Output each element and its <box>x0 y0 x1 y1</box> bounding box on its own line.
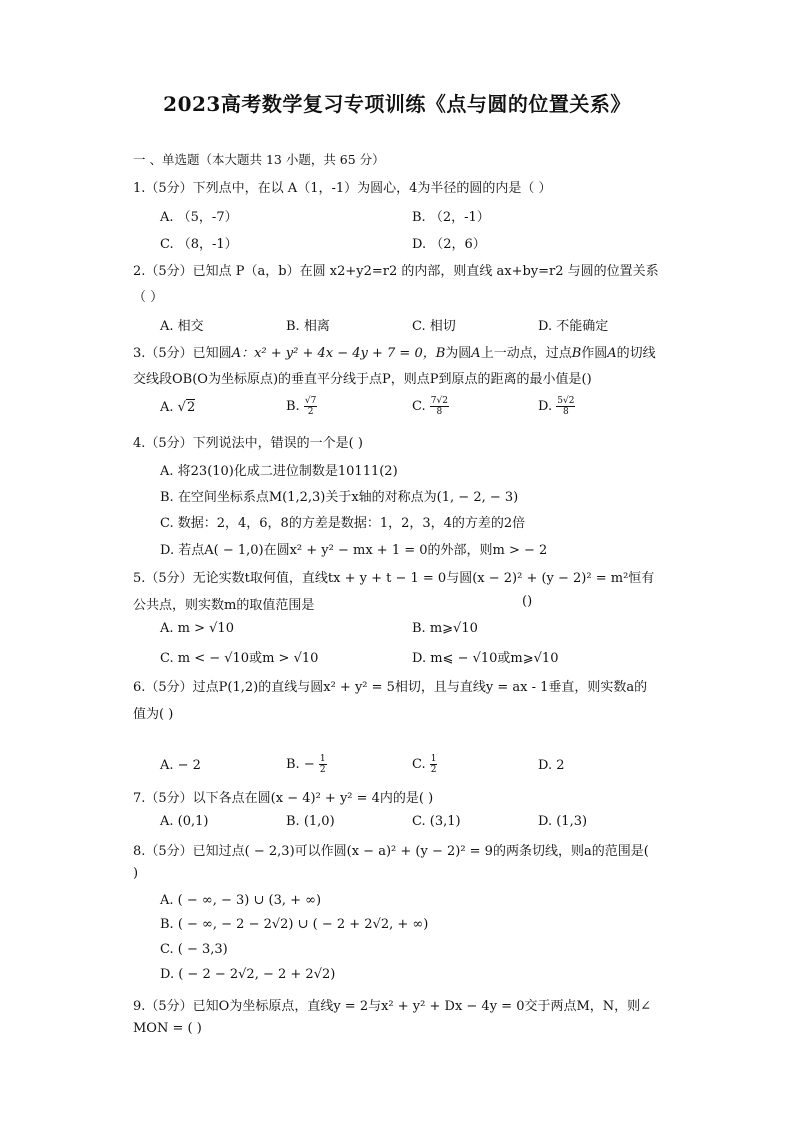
q3-option-b-numerator: √7 <box>304 396 317 406</box>
q6-option-a: A. − 2 <box>160 758 201 773</box>
q3-var-a2: A <box>607 346 617 361</box>
q3-option-a-value: 2 <box>186 400 196 415</box>
q3-option-c-fraction <box>430 396 449 417</box>
q7-option-c: C. (3,1) <box>412 814 461 829</box>
q2-option-a: A. 相交 <box>160 319 204 334</box>
q3-option-d-label: D. <box>538 399 557 414</box>
question-1-stem: 1.（5分）下列点中，在以 A（1，-1）为圆心，4为半径的圆的内是（ ） <box>133 181 552 196</box>
q3-option-a-label: A. <box>160 400 178 415</box>
section-heading: 一 、单选题（本大题共 13 小题，共 65 分） <box>133 152 385 167</box>
q5-answer-paren: () <box>522 594 533 609</box>
q1-option-a: A. （5，-7） <box>160 210 238 225</box>
q8-option-c: C. ( − 3,3) <box>160 942 228 957</box>
q1-option-b: B. （2，-1） <box>412 210 490 225</box>
question-9-stem: 9.（5分）已知O为坐标原点，直线y = 2与x² + y² + Dx − 4y = 0交于两点M，N，则∠ <box>133 999 652 1014</box>
q6-option-c-label: C. <box>412 757 430 772</box>
q3-stem-post: 上一动点，过点 <box>480 346 572 361</box>
q4-option-d: D. 若点A( − 1,0)在圆x² + y² − mx + 1 = 0的外部，则m > − 2 <box>160 543 548 558</box>
q5-option-b: B. m⩾√10 <box>412 621 478 636</box>
page-title: 2023高考数学复习专项训练《点与圆的位置关系》 <box>163 92 631 116</box>
q3-stem-post3: 的切线 <box>616 346 656 361</box>
q3-option-c-label: C. <box>412 399 430 414</box>
q5-option-d: D. m⩽ − √10或m⩾√10 <box>412 651 559 666</box>
q3-option-d-denominator: 8 <box>562 407 569 417</box>
q6-option-b-fraction <box>319 754 327 775</box>
q3-option-d-fraction <box>556 396 575 417</box>
question-7-stem: 7.（5分）以下各点在圆(x − 4)² + y² = 4内的是( ) <box>133 791 434 806</box>
q2-option-b: B. 相离 <box>286 319 330 334</box>
q3-option-c-numerator: 7√2 <box>430 396 448 406</box>
question-5-stem-cont: 公共点，则实数m的取值范围是 <box>133 598 315 613</box>
question-5-stem: 5.（5分）无论实数t取何值，直线tx + y + t − 1 = 0与圆(x − 2)² + (y − 2)² = m²恒有 <box>133 571 655 586</box>
question-8-stem: 8.（5分）已知过点( − 2,3)可以作圆(x − a)² + (y − 2)² = 9的两条切线，则a的范围是( <box>133 844 649 859</box>
q7-option-d: D. (1,3) <box>538 814 588 829</box>
q3-option-a-sqrt-sign: √ <box>177 400 186 415</box>
q3-var-a: A <box>471 346 481 361</box>
q3-option-d-numerator: 5√2 <box>557 396 575 406</box>
q3-option-b-fraction <box>304 396 317 417</box>
q3-option-b <box>286 396 317 417</box>
q2-option-d: D. 不能确定 <box>538 319 609 334</box>
q3-option-b-label: B. <box>286 399 304 414</box>
question-3-stem-cont: 交线段OB(O为坐标原点)的垂直平分线于点P，则点P到原点的距离的最小值是() <box>133 372 592 387</box>
q2-option-c: C. 相切 <box>412 319 456 334</box>
q3-option-b-denominator: 2 <box>307 407 314 417</box>
q3-circle-equation: A：x² + y² + 4x − 4y + 7 = 0，B <box>231 346 446 361</box>
question-9-stem-cont: MON = ( ) <box>133 1021 202 1036</box>
q3-option-c <box>412 396 449 417</box>
q8-option-b: B. ( − ∞, − 2 − 2√2) ∪ ( − 2 + 2√2, + ∞) <box>160 917 429 932</box>
q6-option-c-numerator: 1 <box>430 754 437 764</box>
q7-option-a: A. (0,1) <box>160 814 209 829</box>
q1-option-c: C. （8，-1） <box>160 237 238 252</box>
q5-option-c: C. m < − √10或m > √10 <box>160 651 319 666</box>
q6-option-c-denominator: 2 <box>430 765 437 775</box>
question-8-stem-cont: ) <box>133 866 139 881</box>
question-6-stem: 6.（5分）过点P(1,2)的直线与圆x² + y² = 5相切，且与直线y = ax - 1垂直，则实数a的 <box>133 680 648 695</box>
q1-option-d: D. （2，6） <box>412 237 486 252</box>
q7-option-b: B. (1,0) <box>286 814 335 829</box>
question-6-stem-cont: 值为( ) <box>133 707 174 722</box>
q6-option-c <box>412 754 437 775</box>
q3-var-b: B <box>571 346 582 361</box>
q4-option-a: A. 将23(10)化成二进位制数是10111(2) <box>160 464 398 479</box>
question-2-stem-cont: （ ） <box>133 290 164 305</box>
q5-option-a: A. m > √10 <box>160 621 234 636</box>
q8-option-a: A. ( − ∞, − 3) ∪ (3, + ∞) <box>160 893 322 908</box>
question-2-stem: 2.（5分）已知点 P（a，b）在圆 x2+y2=r2 的内部，则直线 ax+by=r2 与圆的位置关系 <box>133 264 659 279</box>
q4-option-c: C. 数据：2，4，6，8的方差是数据：1，2，3，4的方差的2倍 <box>160 516 526 531</box>
q6-option-d: D. 2 <box>538 758 565 773</box>
q6-option-b-denominator: 2 <box>319 765 326 775</box>
q3-option-a <box>160 400 195 415</box>
q6-option-b-label: B. − <box>286 757 319 772</box>
q3-stem-mid: 为圆 <box>445 346 472 361</box>
q8-option-d: D. ( − 2 − 2√2, − 2 + 2√2) <box>160 967 336 982</box>
q6-option-c-fraction <box>430 754 438 775</box>
question-3-stem <box>133 342 656 361</box>
q3-option-d <box>538 396 575 417</box>
q3-option-c-denominator: 8 <box>436 407 443 417</box>
q3-stem-post2: 作圆 <box>581 346 608 361</box>
q4-option-b: B. 在空间坐标系点M(1,2,3)关于x轴的对称点为(1, − 2, − 3) <box>160 490 519 505</box>
q6-option-b <box>286 754 327 775</box>
q3-stem-pre: 3.（5分）已知圆 <box>133 346 232 361</box>
question-4-stem: 4.（5分）下列说法中，错误的一个是( ) <box>133 436 363 451</box>
q6-option-b-numerator: 1 <box>319 754 326 764</box>
